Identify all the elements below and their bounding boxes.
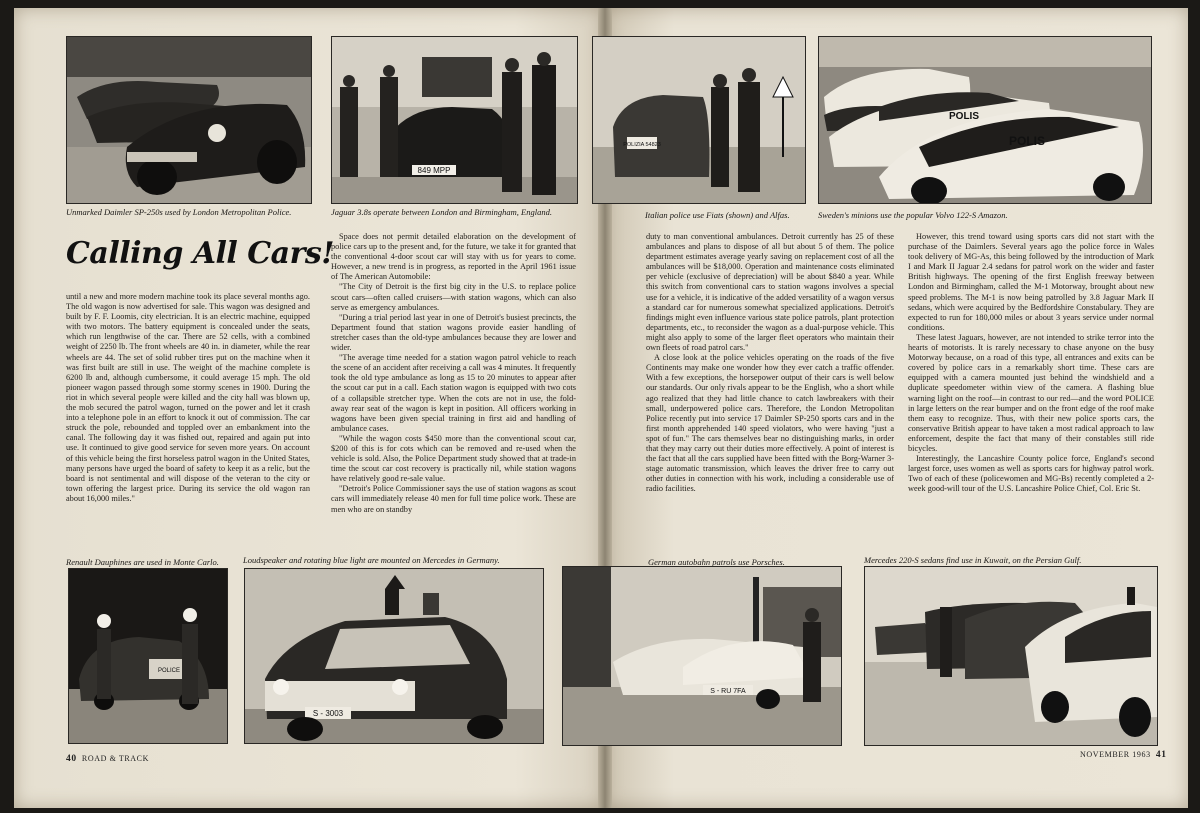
caption-jaguar: Jaguar 3.8s operate between London and Birmingham, England. (331, 207, 552, 217)
volvo-polis-text-1: POLIS (949, 111, 980, 122)
col2-para-2: "The City of Detroit is the first big city in the U.S. to replace police scout cars—often called cruisers—with station wagons, which can also serve as emergency ambulances. (331, 282, 576, 312)
caption-volvo: Sweden's minions use the popular Volvo 122-S Amazon. (818, 210, 1008, 220)
caption-kuwait: Mercedes 220-S sedans find use in Kuwait, on the Persian Gulf. (864, 555, 1082, 565)
photo-fiat-italy (592, 36, 806, 204)
col4-para-3: Interestingly, the Lancashire County police force, England's second largest force, uses women as well as sports cars for highway patrol work. Two of each of these (policewomen and MG-Bs) recently completed a 2-week good-will tour of the U.S. Lancashire Police Chief, Col. Eric St. (908, 454, 1154, 494)
caption-renault: Renault Dauphines are used in Monte Carlo. (66, 557, 219, 567)
col4-para-2: These latest Jaguars, however, are not intended to strike terror into the hearts of motorists. It is rarely necessary to chase anyone on the busy Motorway because, on a road of this type, all entrances and exits can be covered by police cars in a remarkably short time. These cars are equipped with a camera mounted just behind the windshield and a duplicate speedometer within view of the camera. A flashing blue warning light on the roof—in contrast to our red—and the word POLICE in large letters on the rear bumper and on the front edge of the roof make them easy to recognize. Thus, with their new police sports cars, the conservative British appear to have taken a most radical approach to law enforcement, despite the fact that many of their constables still ride bicycles. (908, 332, 1154, 453)
photo-porsche-autobahn (562, 566, 842, 746)
photo-jaguar-38 (331, 36, 578, 204)
col1-para-1: until a new and more modern machine took its place several months ago. The old wagon is now advertised for sale. This wagon was designed and built by F. F. Loomis, city electrician. It is an electric machine, equipped with two motors. The battery equipment is concealed under the seats, which run lengthwise of the car. There are 52 cells, with a combined weight of 2250 lb. The front wheels are 40 in. in diameter, while the rear wheels are 44. The set of solid rubber tires put on the machine when it was first built are still in use. The weight of the machine complete is 6200 lb and, although cumbersome, it could average 15 mph. The old pioneer wagon passed through some stormy scenes in 1900. During the riot in which several people were killed and the city hall was blown up, the mob secured the patrol wagon, turned on the power and let it crash into a telephone pole in an effort to knock it out of commission. The car struck the pole, rebounded and toppled over an embankment into the canal. The following day it was fished out, repaired and again put into use. It continued to give good service for seven more years. On account of this vehicle being the first horseless patrol wagon in the United States, many persons have urged the board of safety to keep it as a relic, but the board is not sentimental and will dispose of the veteran to the city or town offering the largest price. During its service the old wagon ran about 16,000 miles." (66, 292, 310, 503)
photo-mercedes-germany (244, 568, 544, 744)
article-headline: Calling All Cars! (66, 236, 334, 271)
caption-porsche: German autobahn patrols use Porsches. (648, 557, 785, 567)
fiat-plate-text: POLIZIA 54823 (623, 142, 661, 148)
caption-fiat: Italian police use Fiats (shown) and Alfas. (645, 210, 790, 220)
left-folio (66, 754, 149, 764)
photo-volvo-sweden (818, 36, 1152, 204)
volvo-polis-text-2: POLIS (1009, 134, 1046, 148)
col2-para-6: "Detroit's Police Commissioner says the use of station wagons as scout cars will immediately release 40 men for full time police work. These are men who are on standby (331, 484, 576, 514)
photo-mercedes-kuwait (864, 566, 1158, 746)
col2-para-5: "While the wagon costs $450 more than the conventional scout car, $200 of this is for cots which can be removed and re-used when the vehicle is sold. Also, the Police Department study showed that at trade-in time the scout car cost recovery is practically nil, while station wagons have relatively good re-sale value. (331, 433, 576, 484)
mercedes-plate-text: S - 3003 (312, 709, 344, 718)
issue-date: NOVEMBER 1963 (1080, 750, 1151, 759)
col4-para-1: However, this trend toward using sports cars did not start with the purchase of the Daimlers. Several years ago the police force in Wales took delivery of MG-As, this being followed by the introduction of Mark I and Mark II Jaguar 2.4 sedans for patrol work on the wider and faster British highways. The opening of the first English freeway between London and Birmingham, called the M-1 Motorway, brought about new speed problems. The M-1 is now being patrolled by 3.8 Jaguar Mark II sedans, which were acquired by the Bedfordshire Constabulary. They are expected to run for 180,000 miles or about 3 years service under normal conditions. (908, 232, 1154, 332)
magazine-name: ROAD & TRACK (81, 754, 149, 763)
right-folio (1080, 750, 1167, 760)
photo-renault-monaco (68, 568, 228, 744)
renault-police-text: POLICE (157, 668, 181, 674)
col3-para-2: A close look at the police vehicles operating on the roads of the five Continents may make one wonder how they ever catch a traffic offender. With a few exceptions, the horsepower output of their cars is well below our standards. Our only rivals appear to be the English, who a short while ago realized that they had little chance to catch lawbreakers with their small, underpowered police cars. Therefore, the London Metropolitan Police recently put into service 17 Daimler SP-250 sports cars and in the first month apprehended 140 speed violators, who were having "just a spot of fun." The cars themselves bear no distinguishing marks, in order that they may carry out their duties more effectively. A point of interest is the fact that all the cars supplied have been fitted with the Borg-Warner 3-stage automatic transmission, which leaves the driver free to carry out other duties in connection with his work, including a considerable use of radio facilities. (646, 353, 894, 494)
text-column-4 (908, 232, 1154, 550)
text-column-2 (331, 232, 576, 550)
text-column-1 (66, 292, 310, 548)
left-page-number: 40 (66, 754, 77, 764)
col2-para-1: Space does not permit detailed elaboration on the development of police cars up to the present and, for the future, we take it for granted that the conventional 4-door scout car will stay with us for years to come. However, a new trend is in progress, as reported in the April 1961 issue of The American Automobile: (331, 232, 576, 282)
caption-mercedes-germany: Loudspeaker and rotating blue light are mounted on Mercedes in Germany. (243, 555, 500, 565)
right-page-number: 41 (1155, 750, 1167, 760)
text-column-3 (646, 232, 894, 550)
jaguar-plate-text: 849 MPP (417, 166, 451, 175)
porsche-plate-text: S - RU 7FA (710, 688, 746, 695)
col2-para-3: "During a trial period last year in one of Detroit's busiest precincts, the Department found that station wagons provide easier handling of stretcher cases than the old-type ambulances because they are lower and wider. (331, 312, 576, 353)
col2-para-4: "The average time needed for a station wagon patrol vehicle to reach the scene of an accident after receiving a call was 4 minutes. It frequently took the old type ambulance as long as 15 to 20 minutes to appear after the scout car put in a call. Each station wagon is equipped with two cots of a collapsible stretcher type. When the cots are not in use, the fold-away rear seat of the wagon is kept in position. All officers working in wagons have been given special training in first aid and handling of ambulance cases. (331, 353, 576, 433)
photo-daimler-sp250 (66, 36, 312, 204)
col3-para-1: duty to man conventional ambulances. Detroit currently has 25 of these ambulances and plans to dispose of all but about 5 of them. The police department estimates average yearly saving on replacement cost of all the ambulances will be $18,000. Operation and maintenance costs eliminated per vehicle (exclusive of depreciation) will be about $840 a year. While this switch from conventional cars to station wagons involves a special use for a vehicle, it is indicative of the added versatility of a wagon versus a standard car for numerous somewhat specialized applications. Detroit's findings might even influence various state police patrols, plant protection departments, etc., to reconsider the wagon as a dual-purpose vehicle. This might also apply to some of the larger fleet operators who maintain their own fleets of road patrol cars." (646, 232, 894, 353)
caption-daimler: Unmarked Daimler SP-250s used by London Metropolitan Police. (66, 207, 292, 217)
